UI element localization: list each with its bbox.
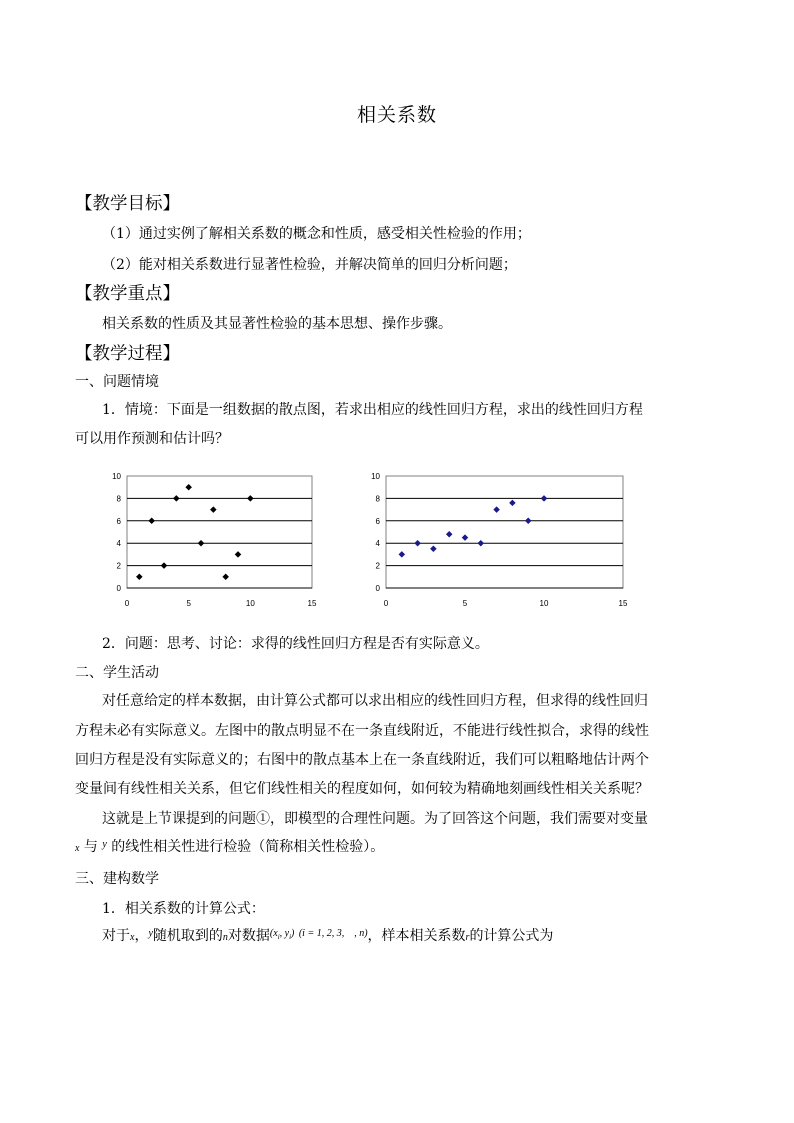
variable-y: y (102, 839, 107, 850)
variable-n: n (222, 932, 228, 943)
x-tick-label: 10 (539, 599, 549, 608)
data-point (210, 507, 216, 513)
part2-para1-line2: 方程未必有实际意义。左图中的散点明显不在一条直线附近，不能进行线性拟合，求得的线性 (75, 723, 649, 739)
text-segment: 对于 (102, 928, 130, 944)
plot-frame (386, 476, 623, 588)
chart-points (399, 495, 547, 557)
part1-question2: 2．问题：思考、讨论：求得的线性回归方程是否有实际意义。 (102, 636, 489, 652)
part2-heading: 二、学生活动 (75, 665, 159, 681)
x-tick-label: 15 (618, 599, 628, 608)
data-point (136, 574, 142, 580)
y-tick-label: 4 (375, 539, 380, 549)
goal-item-2: （2）能对相关系数进行显著性检验，并解决简单的回归分析问题； (102, 257, 517, 273)
part1-question1-line1: 1．情境：下面是一组数据的散点图，若求出相应的线性回归方程，求出的线性回归方程 (102, 402, 643, 418)
part3-heading: 三、建构数学 (75, 871, 159, 887)
y-tick-label: 0 (116, 584, 121, 593)
data-point (235, 551, 241, 557)
section-heading-process: 【教学过程】 (75, 344, 180, 364)
part3-last-line (102, 925, 553, 945)
text-segment: 与 (83, 839, 98, 855)
chart-y-ticks (371, 472, 380, 593)
data-point (478, 540, 484, 546)
part1-question1-line2: 可以用作预测和估计吗？ (75, 431, 229, 447)
part2-para2-line2 (75, 836, 384, 856)
data-point (541, 495, 547, 501)
part2-para1-line4: 变量间有线性相关关系，但它们线性相关的程度如何，如何较为精确地刻画线性相关关系呢？ (75, 781, 649, 797)
section-heading-focus: 【教学重点】 (75, 284, 180, 304)
data-point (446, 531, 452, 537)
data-point (415, 540, 421, 546)
plot-frame (127, 476, 312, 588)
scatter-chart-right (360, 465, 640, 615)
text-segment: 对数据 (227, 928, 270, 944)
y-tick-label: 2 (375, 561, 380, 571)
data-point (494, 507, 500, 513)
data-point (462, 535, 468, 541)
x-tick-label: 5 (462, 599, 468, 608)
data-point (430, 546, 436, 552)
part3-item1: 1．相关系数的计算公式： (102, 901, 265, 917)
chart-grid (386, 476, 623, 588)
text-segment: 的计算公式为 (469, 928, 554, 944)
text-segment: ，样本相关系数 (367, 928, 466, 944)
text-segment: 随机取到的 (152, 928, 223, 944)
y-tick-label: 2 (116, 561, 121, 571)
variable-x: x (130, 932, 135, 943)
x-tick-label: 10 (245, 599, 255, 608)
part1-heading: 一、问题情境 (75, 374, 159, 390)
data-point (161, 563, 167, 569)
variable-x: x (75, 843, 80, 854)
data-point (198, 540, 204, 546)
goal-item-1: （1）通过实例了解相关系数的概念和性质，感受相关性检验的作用； (102, 226, 531, 242)
y-tick-label: 6 (375, 516, 380, 526)
data-point (149, 518, 155, 524)
data-point (509, 500, 515, 506)
chart-grid (127, 476, 312, 588)
x-tick-label: 0 (124, 599, 130, 608)
data-point (247, 495, 253, 501)
subscript-i: i (277, 933, 280, 941)
text-segment: 的线性相关性进行检验（简称相关性检验）。 (111, 839, 385, 855)
y-tick-label: 4 (116, 539, 121, 549)
chart-x-ticks (384, 599, 628, 608)
y-tick-label: 10 (371, 472, 380, 481)
pair-mid: , y (279, 928, 290, 939)
part2-para2-line1: 这就是上节课提到的问题①，即模型的合理性问题。为了回答这个问题，我们需要对变量 (102, 811, 648, 827)
pair-open: (x (269, 928, 278, 939)
chart-y-ticks (112, 472, 121, 593)
data-point (525, 518, 531, 524)
chart-x-ticks (125, 599, 317, 608)
y-tick-label: 6 (116, 516, 121, 526)
text-segment: ， (134, 928, 149, 944)
data-point (399, 551, 405, 557)
section-heading-goals: 【教学目标】 (75, 194, 180, 214)
scatter-chart-left (100, 465, 340, 615)
x-tick-label: 15 (307, 599, 317, 608)
data-pair (270, 928, 294, 939)
y-tick-label: 0 (375, 584, 380, 593)
y-tick-label: 8 (375, 494, 380, 504)
focus-text: 相关系数的性质及其显著性检验的基本思想、操作步骤。 (102, 316, 452, 332)
part2-para1-line3: 回归方程是没有实际意义的；右图中的散点基本上在一条直线附近，我们可以粗略地估计两个 (75, 752, 649, 768)
part2-para1-line1: 对任意给定的样本数据，由计算公式都可以求出相应的线性回归方程，但求得的线性回归 (102, 693, 648, 709)
data-point (186, 484, 192, 490)
variable-y: y (148, 928, 153, 939)
y-tick-label: 8 (116, 494, 121, 504)
pair-close: ) (291, 928, 295, 939)
x-tick-label: 0 (383, 599, 389, 608)
page-title: 相关系数 (356, 104, 437, 126)
subscript-i: i (289, 933, 292, 941)
index-range: (i = 1, 2, 3, , n) (298, 928, 368, 939)
data-point (173, 495, 179, 501)
x-tick-label: 5 (186, 599, 191, 608)
y-tick-label: 10 (112, 472, 121, 481)
data-point (223, 574, 229, 580)
variable-r: r (465, 932, 470, 943)
